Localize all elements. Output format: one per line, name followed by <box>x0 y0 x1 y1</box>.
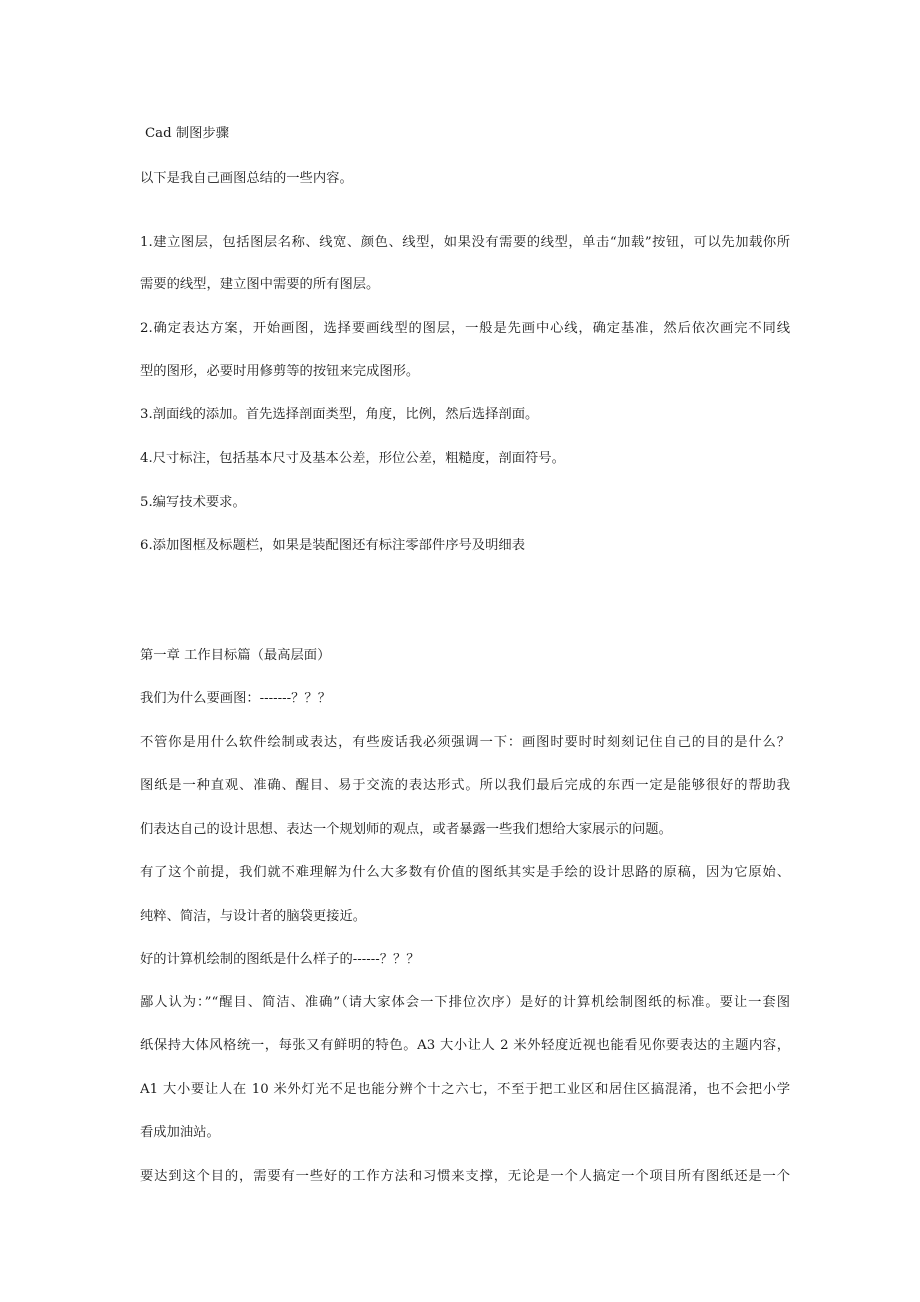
paragraph-3-line-4: 看成加油站。 <box>140 1125 220 1140</box>
paragraph-2-line-2: 纯粹、简洁，与设计者的脑袋更接近。 <box>140 909 367 924</box>
question-2: 好的计算机绘制的图纸是什么样子的------？？？ <box>140 952 420 967</box>
question-1: 我们为什么要画图：-------？？？ <box>140 691 332 706</box>
document-title: Cad 制图步骤 <box>145 126 230 141</box>
step-3: 3.剖面线的添加。首先选择剖面类型，角度，比例，然后选择剖面。 <box>140 407 539 422</box>
step-2-line-1: 2.确定表达方案，开始画图，选择要画线型的图层，一般是先画中心线，确定基准，然后依次画完不同线 <box>140 321 790 336</box>
step-4: 4.尺寸标注，包括基本尺寸及基本公差，形位公差，粗糙度，剖面符号。 <box>140 451 565 466</box>
paragraph-1-line-2: 图纸是一种直观、准确、醒目、易于交流的表达形式。所以我们最后完成的东西一定是能够很好的帮助我 <box>140 778 790 793</box>
paragraph-1-line-1: 不管你是用什么软件绘制或表达，有些废话我必须强调一下：画图时要时时刻刻记住自己的目的是什么？ <box>140 735 790 750</box>
step-5: 5.编写技术要求。 <box>140 495 246 510</box>
step-1-line-1: 1.建立图层，包括图层名称、线宽、颜色、线型，如果没有需要的线型，单击“加载”按钮，可以先加载你所 <box>140 235 790 250</box>
paragraph-3-line-1: 鄙人认为：”“醒目、简洁、准确”（请大家体会一下排位次序）是好的计算机绘制图纸的标准。要让一套图 <box>140 995 790 1010</box>
step-6: 6.添加图框及标题栏，如果是装配图还有标注零部件序号及明细表 <box>140 538 525 553</box>
intro-paragraph: 以下是我自己画图总结的一些内容。 <box>140 171 353 186</box>
chapter-title: 第一章 工作目标篇（最高层面） <box>140 648 331 663</box>
paragraph-3-line-3: A1 大小要让人在 10 米外灯光不足也能分辨个十之六七，不至于把工业区和居住区搞混淆，也不会把小学 <box>140 1082 790 1097</box>
paragraph-1-line-3: 们表达自己的设计思想、表达一个规划师的观点，或者暴露一些我们想给大家展示的问题。 <box>140 822 672 837</box>
paragraph-2-line-1: 有了这个前提，我们就不难理解为什么大多数有价值的图纸其实是手绘的设计思路的原稿，因为它原始、 <box>140 865 790 880</box>
paragraph-3-line-2: 纸保持大体风格统一，每张又有鲜明的特色。A3 大小让人 2 米外轻度近视也能看见你要表达的主题内容， <box>140 1038 790 1053</box>
paragraph-4-line-1: 要达到这个目的，需要有一些好的工作方法和习惯来支撑，无论是一个人搞定一个项目所有图纸还是一个 <box>140 1169 790 1184</box>
step-2-line-2: 型的图形，必要时用修剪等的按钮来完成图形。 <box>140 364 420 379</box>
step-1-line-2: 需要的线型，建立图中需要的所有图层。 <box>140 277 380 292</box>
